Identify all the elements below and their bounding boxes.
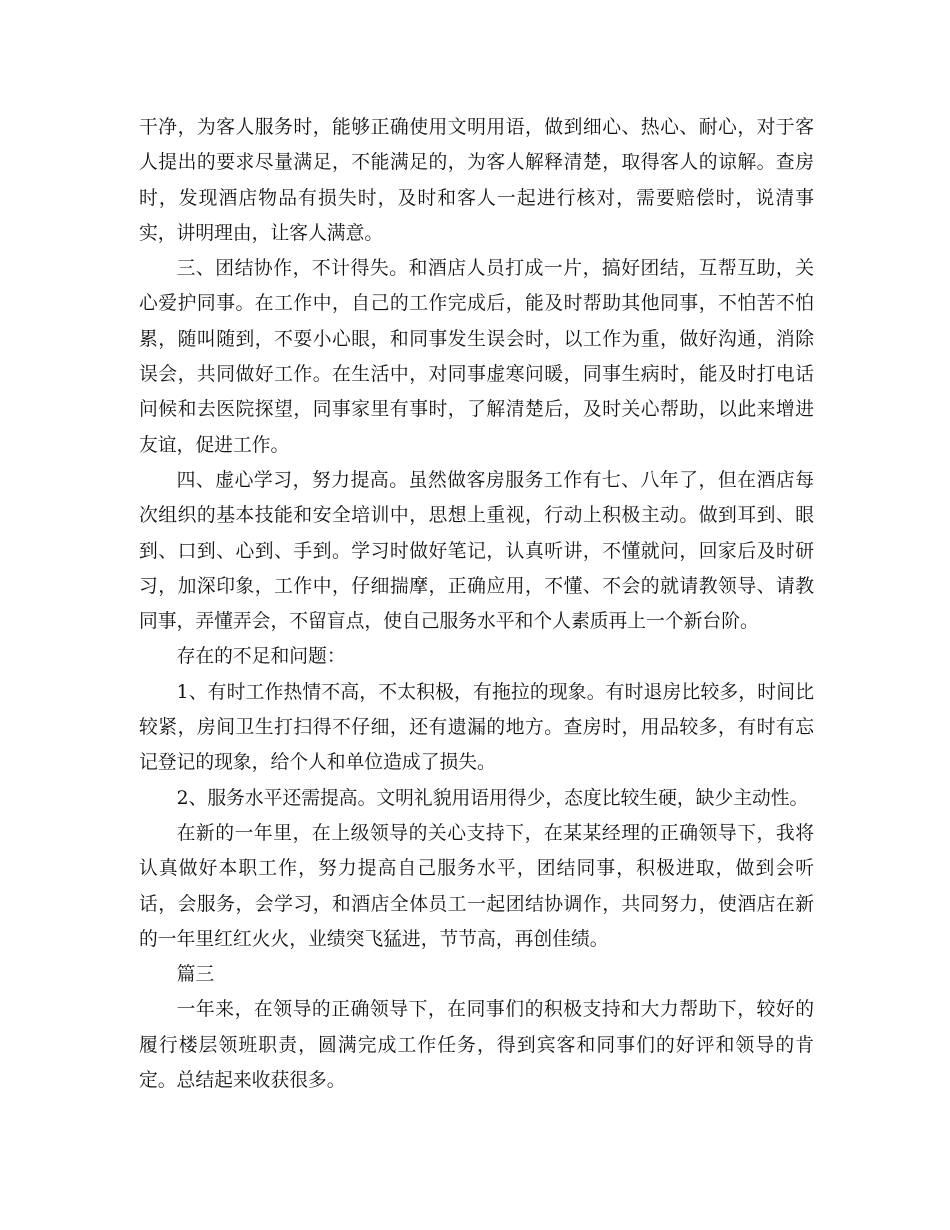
paragraph-shortcoming-2: 2、服务水平还需提高。文明礼貌用语用得少，态度比较生硬，缺少主动性。 [176, 787, 809, 809]
document-body [139, 110, 814, 1098]
section-heading-part-three: 篇三 [176, 964, 215, 986]
paragraph-continuation: 干净，为客人服务时，能够正确使用文明用语，做到细心、热心、耐心，对于客人提出的要求尽量满足，不能满足的，为客人解释清楚，取得客人的谅解。查房时，发现酒店物品有损失时，及时和客人一起进行核对，需要赔偿时，说清事实，讲明理由，让客人满意。 [139, 117, 814, 244]
paragraph-teamwork: 三、团结协作，不计得失。和酒店人员打成一片，搞好团结，互帮互助，关心爱护同事。在工作中，自己的工作完成后，能及时帮助其他同事，不怕苦不怕累，随叫随到，不耍小心眼，和同事发生误会时，以工作为重，做好沟通，消除误会，共同做好工作。在生活中，对同事虚寒问暖，同事生病时，能及时打电话问候和去医院探望，同事家里有事时，了解清楚后，及时关心帮助，以此来增进友谊，促进工作。 [139, 258, 814, 456]
paragraph-new-year-plan: 在新的一年里，在上级领导的关心支持下，在某某经理的正确领导下，我将认真做好本职工作，努力提高自己服务水平，团结同事，积极进取，做到会听话，会服务，会学习，和酒店全体员工一起团结协调作，共同努力，使酒店在新的一年里红红火火，业绩突飞猛进，节节高，再创佳绩。 [139, 822, 814, 950]
paragraph-learning: 四、虚心学习，努力提高。虽然做客房服务工作有七、八年了，但在酒店每次组织的基本技能和安全培训中，思想上重视，行动上积极主动。做到耳到、眼到、口到、心到、手到。学习时做好笔记，认真听讲，不懂就问，回家后及时研习，加深印象，工作中，仔细揣摩，正确应用，不懂、不会的就请教领导、请教同事，弄懂弄会，不留盲点，使自己服务水平和个人素质再上一个新台阶。 [139, 469, 814, 633]
paragraph-shortcomings-heading: 存在的不足和问题： [176, 646, 346, 668]
paragraph-shortcoming-1: 1、有时工作热情不高，不太积极，有拖拉的现象。有时退房比较多，时间比较紧，房间卫生打扫得不仔细，还有遗漏的地方。查房时，用品较多，有时有忘记登记的现象，给个人和单位造成了损失。 [139, 681, 814, 774]
paragraph-part-three-intro: 一年来，在领导的正确领导下，在同事们的积极支持和大力帮助下，较好的履行楼层领班职责，圆满完成工作任务，得到宾客和同事们的好评和领导的肯定。总结起来收获很多。 [139, 999, 814, 1092]
